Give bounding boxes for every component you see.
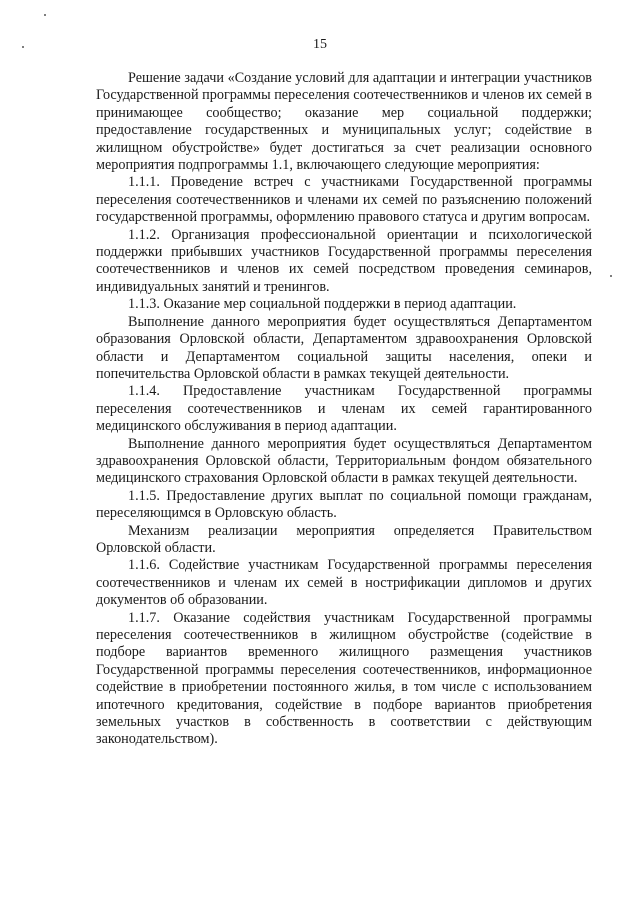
paragraph-measure-1-1-6: 1.1.6. Содействие участникам Государственной программы переселения соотечественников и членам их семей в нострификации дипломов и других документов об образовании. [96, 557, 592, 609]
paragraph-execution-1-1-3: Выполнение данного мероприятия будет осуществляться Департаментом образования Орловской области, Департаментом здравоохранения Орловской области и Департаментом социальной защиты населения, опеки и попечительства Орловской области в рамках текущей деятельности. [96, 313, 592, 382]
paragraph-measure-1-1-4: 1.1.4. Предоставление участникам Государственной программы переселения соотечественников и членам их семей гарантированного медицинского обслуживания в период адаптации. [96, 383, 592, 435]
paragraph-measure-1-1-3: 1.1.3. Оказание мер социальной поддержки в период адаптации. [128, 296, 517, 313]
paragraph-task-solution: Решение задачи «Создание условий для адаптации и интеграции участников Государственной программы переселения соотечественников и членов их семей в принимающее сообщество; оказание мер социальной поддержки; предоставление государственных и муниципальных услуг; содействие в жилищном обустройстве» будет достигаться за счет реализации основного мероприятия подпрограммы 1.1, включающего следующие мероприятия: [96, 70, 592, 174]
scan-speck [610, 275, 612, 277]
paragraph-measure-1-1-1: 1.1.1. Проведение встреч с участниками Государственной программы переселения соотечественников и членами их семей по разъяснению положений государственной программы, оформлению правового статуса и другим вопросам. [96, 174, 592, 226]
paragraph-measure-1-1-7: 1.1.7. Оказание содействия участникам Государственной программы переселения соотечественников в жилищном обустройстве (содействие в подборе вариантов временного жилищного размещения участников Государственной программы переселения соотечественников, информационное содействие в приобретении постоянного жилья, в том числе с использованием ипотечного кредитования, содействие в подборе вариантов приобретения земельных участков в собственность в соответствии с действующим законодательством). [96, 609, 592, 748]
scan-speck [44, 14, 46, 16]
paragraph-mechanism-1-1-5: Механизм реализации мероприятия определяется Правительством Орловской области. [96, 522, 592, 556]
paragraph-measure-1-1-2: 1.1.2. Организация профессиональной ориентации и психологической поддержки прибывших участников Государственной программы переселения соотечественников и членов их семей посредством проведения семинаров, индивидуальных занятий и тренингов. [96, 226, 592, 295]
page-number: 15 [313, 37, 327, 52]
document-body [96, 70, 592, 749]
paragraph-measure-1-1-5: 1.1.5. Предоставление других выплат по социальной помощи гражданам, переселяющимся в Орловскую область. [96, 487, 592, 522]
paragraph-execution-1-1-4: Выполнение данного мероприятия будет осуществляться Департаментом здравоохранения Орловской области, Территориальным фондом обязательного медицинского страхования Орловской области в рамках текущей деятельности. [96, 435, 592, 487]
